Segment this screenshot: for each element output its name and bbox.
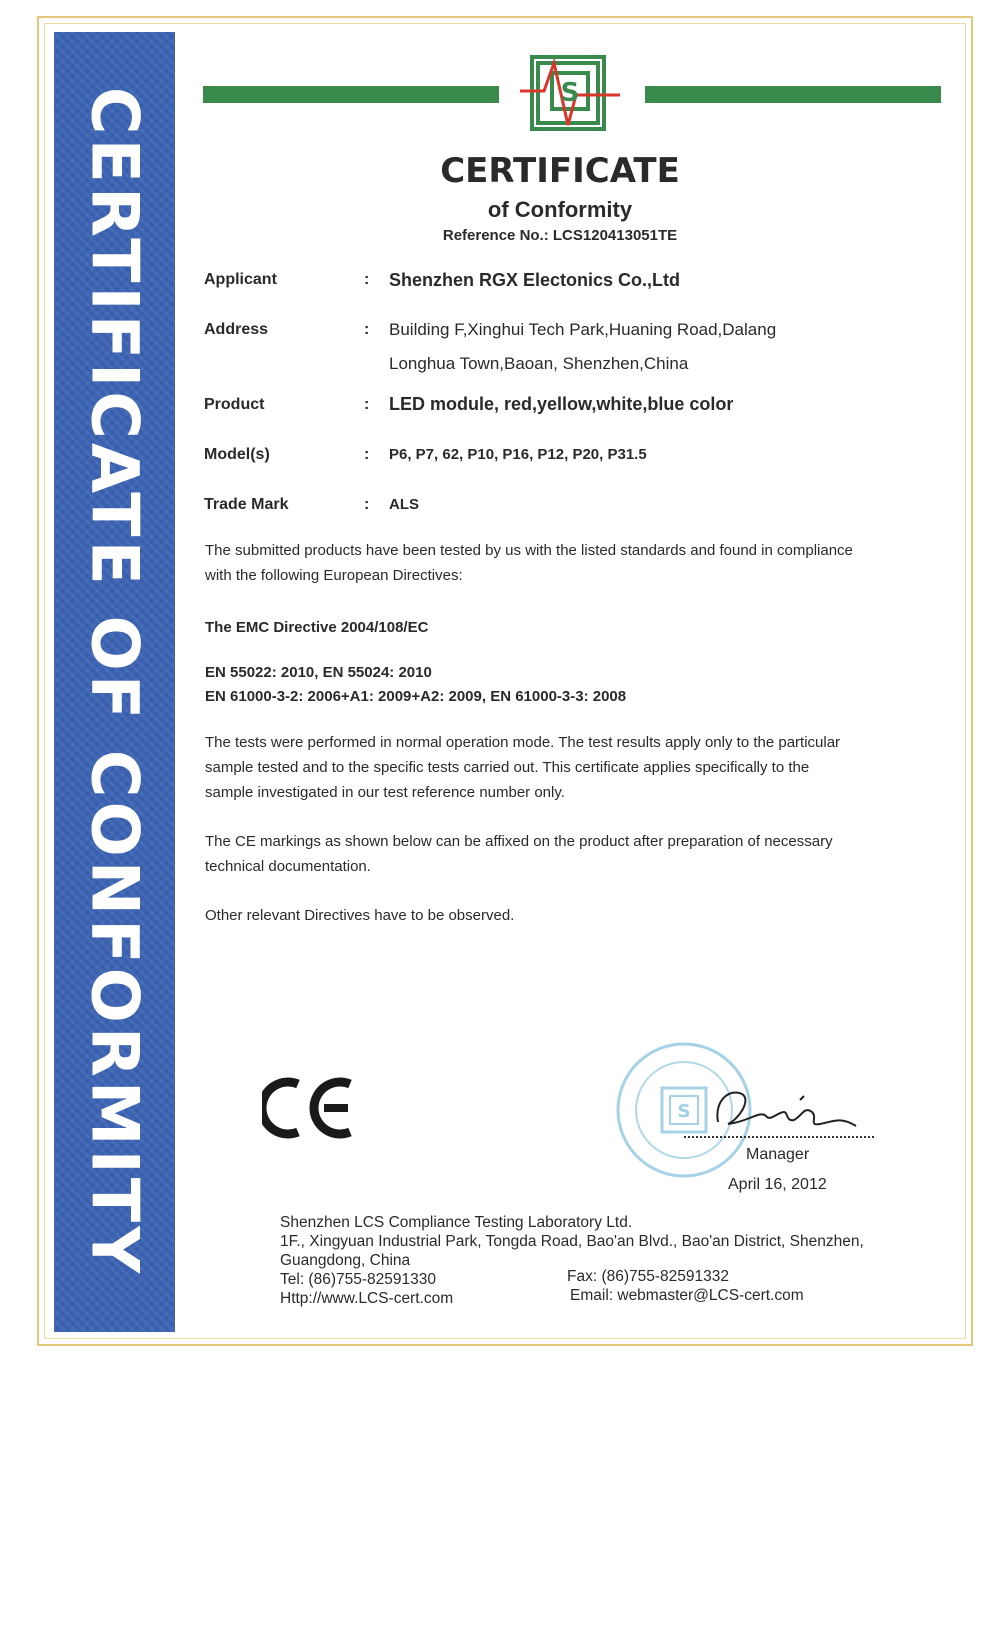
address-colon: : (364, 321, 370, 338)
tests-line-1: The tests were performed in normal operation mode. The test results apply only to the particular (205, 734, 841, 751)
logo-letter: S (560, 78, 580, 108)
intro-line-2: with the following European Directives: (205, 567, 463, 584)
product-value: LED module, red,yellow,white,blue color (389, 394, 734, 414)
applicant-colon: : (364, 271, 370, 288)
lab-website: Http://www.LCS-cert.com (280, 1290, 454, 1307)
ce-mark-icon (262, 1076, 358, 1140)
lab-address-line-1: 1F., Xingyuan Industrial Park, Tongda Road, Bao'an Blvd., Bao'an District, Shenzhen, (280, 1233, 864, 1250)
ce-note-line-2: technical documentation. (205, 858, 371, 875)
trademark-label: Trade Mark (204, 496, 289, 513)
directive: The EMC Directive 2004/108/EC (205, 619, 429, 636)
address-line-2: Longhua Town,Baoan, Shenzhen,China (389, 354, 689, 373)
other-directives: Other relevant Directives have to be observed. (205, 907, 515, 924)
trademark-colon: : (364, 496, 370, 513)
trademark-value: ALS (389, 496, 419, 513)
tests-line-2: sample tested and to the specific tests carried out. This certificate applies specifically to the (205, 759, 810, 776)
lab-fax: Fax: (86)755-82591332 (567, 1268, 730, 1285)
tests-line-3: sample investigated in our test reference number only. (205, 784, 565, 801)
ce-note-line-1: The CE markings as shown below can be affixed on the product after preparation of necessary (205, 833, 833, 850)
side-banner-text: CERTIFICATE OF CONFORMITY (76, 86, 152, 1278)
header-green-bar-left (203, 86, 499, 103)
lab-address-line-2: Guangdong, China (280, 1252, 411, 1269)
standards-line-1: EN 55022: 2010, EN 55024: 2010 (205, 664, 432, 681)
models-value: P6, P7, 62, P10, P16, P12, P20, P31.5 (389, 446, 647, 463)
header-green-bar-right (645, 86, 941, 103)
certificate-title: CERTIFICATE (440, 151, 680, 191)
models-colon: : (364, 446, 370, 463)
signature-line (684, 1136, 874, 1138)
standards-line-2: EN 61000-3-2: 2006+A1: 2009+A2: 2009, EN 61000-3-3: 2008 (205, 688, 627, 705)
lab-name: Shenzhen LCS Compliance Testing Laboratory Ltd. (280, 1214, 633, 1231)
applicant-value: Shenzhen RGX Electonics Co.,Ltd (389, 270, 681, 290)
lab-email: Email: webmaster@LCS-cert.com (570, 1287, 804, 1304)
lcs-logo-icon (518, 55, 622, 135)
certificate-subtitle: of Conformity (487, 197, 633, 222)
stamp-letter: S (677, 1101, 691, 1122)
address-line-1: Building F,Xinghui Tech Park,Huaning Road,Dalang (389, 320, 777, 339)
applicant-label: Applicant (204, 271, 277, 288)
models-label: Model(s) (204, 446, 270, 463)
lab-telephone: Tel: (86)755-82591330 (280, 1271, 436, 1288)
product-label: Product (204, 396, 265, 413)
signatory-title: Manager (746, 1146, 810, 1163)
reference-number: Reference No.: LCS120413051TE (442, 227, 678, 244)
issue-date: April 16, 2012 (728, 1176, 827, 1193)
intro-line-1: The submitted products have been tested by us with the listed standards and found in compliance (205, 542, 853, 559)
manager-signature-icon (708, 1082, 878, 1134)
product-colon: : (364, 396, 370, 413)
address-label: Address (204, 321, 269, 338)
